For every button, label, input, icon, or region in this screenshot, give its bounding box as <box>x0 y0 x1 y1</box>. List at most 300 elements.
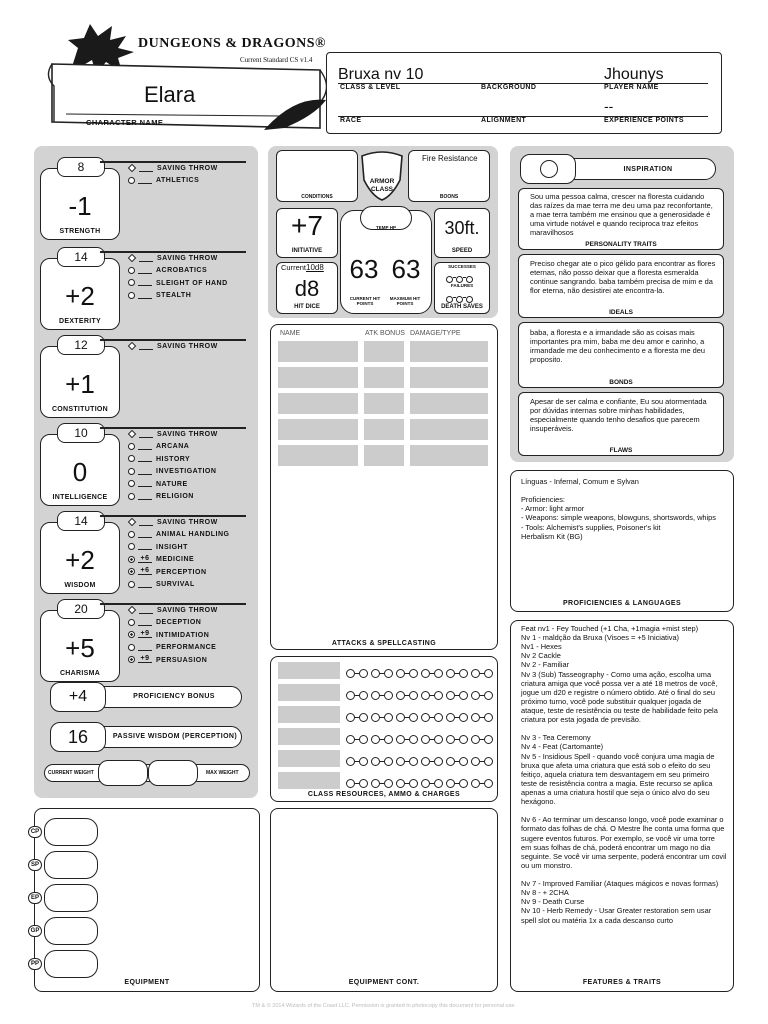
skill-row[interactable] <box>128 529 229 541</box>
experience-value[interactable]: -- <box>604 98 614 114</box>
skill-bonus[interactable] <box>138 468 152 475</box>
attack-damage-field[interactable] <box>410 419 488 440</box>
skill-row[interactable] <box>128 441 189 453</box>
resource-charge-circles[interactable] <box>346 753 496 771</box>
skill-row[interactable] <box>128 175 199 187</box>
charge-circle-icon[interactable] <box>459 713 468 722</box>
ability-modifier[interactable]: +2 <box>65 281 95 311</box>
ability-modifier[interactable]: +1 <box>65 369 95 399</box>
skill-name: ATHLETICS <box>156 177 200 185</box>
charge-circle-icon[interactable] <box>359 691 368 700</box>
attack-bonus-field[interactable] <box>364 341 404 362</box>
skill-name: INTIMIDATION <box>156 631 210 639</box>
skill-name: ACROBATICS <box>156 267 208 275</box>
attack-damage-field[interactable] <box>410 341 488 362</box>
passive-wisdom-label: PASSIVE WISDOM (PERCEPTION) <box>112 733 238 740</box>
proficiency-circle-icon[interactable] <box>128 568 135 575</box>
initiative-label: INITIATIVE <box>291 248 323 254</box>
proficiency-circle-icon[interactable] <box>128 531 135 538</box>
skill-bonus[interactable]: +9 <box>138 656 152 663</box>
text-line: Herbalism Kit (BG) <box>521 531 583 541</box>
charge-circle-icon[interactable] <box>371 691 380 700</box>
coin-label: SP <box>28 859 42 871</box>
skill-name: INSIGHT <box>156 543 188 551</box>
max-hp-value[interactable]: 63 <box>391 254 421 284</box>
background-label: BACKGROUND <box>481 84 537 91</box>
hit-dice-current-label: Current <box>281 263 307 272</box>
resources-title: CLASS RESOURCES, AMMO & CHARGES <box>307 791 461 798</box>
skill-bonus[interactable] <box>139 431 153 438</box>
skill-name: NATURE <box>156 480 188 488</box>
charge-circle-icon[interactable] <box>409 669 418 678</box>
charge-circle-icon[interactable] <box>384 691 393 700</box>
proficiency-bonus-value[interactable]: +4 <box>50 682 106 712</box>
skill-row[interactable] <box>128 579 195 591</box>
charge-circle-icon[interactable] <box>459 735 468 744</box>
skill-row[interactable] <box>128 479 188 491</box>
resource-charge-circles[interactable] <box>346 687 496 705</box>
saving-throw-diamond-icon[interactable] <box>128 164 136 172</box>
ability-box-wisdom <box>40 514 120 594</box>
attack-bonus-field[interactable] <box>364 367 404 388</box>
passive-wisdom-value[interactable]: 16 <box>50 722 106 752</box>
failures-label: FAILURES <box>450 283 474 288</box>
skill-row[interactable] <box>128 454 190 466</box>
charge-circle-icon[interactable] <box>459 691 468 700</box>
charge-circle-icon[interactable] <box>409 779 418 788</box>
ability-modifier[interactable]: +2 <box>65 545 95 575</box>
ability-score[interactable]: 12 <box>57 335 105 355</box>
skill-bonus[interactable] <box>138 644 152 651</box>
bonds-label: BONDS <box>609 379 633 386</box>
max-weight-field[interactable] <box>148 760 198 786</box>
text-line <box>521 806 727 815</box>
charge-circle-icon[interactable] <box>346 713 355 722</box>
skill-name: SAVING THROW <box>157 607 218 614</box>
ability-score[interactable]: 8 <box>57 157 105 177</box>
skill-row[interactable] <box>128 554 194 566</box>
skill-bonus[interactable]: +6 <box>138 556 152 563</box>
skill-name: SLEIGHT OF HAND <box>156 279 228 287</box>
skill-name: PERCEPTION <box>156 568 207 576</box>
ability-name: INTELLIGENCE <box>52 494 108 501</box>
charge-circle-icon[interactable] <box>471 691 480 700</box>
charge-circle-icon[interactable] <box>471 735 480 744</box>
charge-circle-icon[interactable] <box>484 713 493 722</box>
charge-circle-icon[interactable] <box>421 713 430 722</box>
charge-circle-icon[interactable] <box>359 757 368 766</box>
charge-circle-icon[interactable] <box>409 735 418 744</box>
proficiency-circle-icon[interactable] <box>128 468 135 475</box>
saving-throw-diamond-icon[interactable] <box>128 430 136 438</box>
inspiration-circle-icon[interactable] <box>540 160 558 178</box>
proficiencies-text[interactable] <box>521 477 727 541</box>
proficiency-circle-icon[interactable] <box>128 556 135 563</box>
ideals-text[interactable]: Preciso chegar ate o pico gélido para encontrar as flores eternas, não posso deixar que a floresta esmeralda continue sangrando. baba também precisa de mim e da flor eterna, não desistirei ate encontra-la. <box>530 259 716 296</box>
skill-name: SURVIVAL <box>156 581 195 588</box>
skill-row[interactable] <box>128 253 218 265</box>
speed-value[interactable]: 30ft. <box>444 218 480 238</box>
charge-circle-icon[interactable] <box>396 713 405 722</box>
skill-row[interactable] <box>128 542 188 554</box>
charge-circle-icon[interactable] <box>359 713 368 722</box>
charge-circle-icon[interactable] <box>384 713 393 722</box>
charge-circle-icon[interactable] <box>471 779 480 788</box>
proficiency-circle-icon[interactable] <box>128 543 135 550</box>
ability-name: CHARISMA <box>59 670 101 677</box>
resource-name-field[interactable] <box>278 772 340 789</box>
proficiency-circle-icon[interactable] <box>128 443 135 450</box>
skill-bonus[interactable] <box>138 480 152 487</box>
charge-circle-icon[interactable] <box>484 779 493 788</box>
skill-bonus[interactable] <box>138 619 152 626</box>
proficiency-circle-icon[interactable] <box>128 267 135 274</box>
attack-damage-header: DAMAGE/TYPE <box>410 330 461 337</box>
skill-bonus[interactable] <box>139 519 153 526</box>
skill-row[interactable] <box>128 265 207 277</box>
skill-row[interactable] <box>128 630 209 642</box>
coin-sp-field[interactable] <box>44 851 98 879</box>
resource-charge-circles[interactable] <box>346 731 496 749</box>
text-line: Nv 9 - Death Curse <box>521 897 585 907</box>
charge-circle-icon[interactable] <box>459 779 468 788</box>
text-line: Nv1 - Hexes <box>521 642 562 652</box>
charge-circle-icon[interactable] <box>359 735 368 744</box>
coin-cp-field[interactable] <box>44 818 98 846</box>
current-weight-field[interactable] <box>98 760 148 786</box>
current-weight-label: CURRENT WEIGHT <box>48 770 94 776</box>
text-line: Nv 3 - Tea Ceremony <box>521 733 591 743</box>
charge-circle-icon[interactable] <box>471 669 480 678</box>
text-line: Nv 2 - Familiar <box>521 660 570 670</box>
skill-bonus[interactable] <box>138 177 152 184</box>
charge-circle-icon[interactable] <box>446 691 455 700</box>
ability-score[interactable]: 10 <box>57 423 105 443</box>
charge-circle-icon[interactable] <box>421 691 430 700</box>
speed-label: SPEED <box>451 248 473 254</box>
features-title: FEATURES & TRAITS <box>582 979 662 986</box>
ability-name: WISDOM <box>64 582 96 589</box>
text-line: - Armor: light armor <box>521 504 585 514</box>
skill-row[interactable] <box>128 429 218 441</box>
skill-row[interactable] <box>128 163 218 175</box>
player-name-label: PLAYER NAME <box>604 84 659 91</box>
skill-name: SAVING THROW <box>157 519 218 526</box>
attack-name-field[interactable] <box>278 419 358 440</box>
alignment-label: ALIGNMENT <box>481 117 527 124</box>
ability-box-dexterity <box>40 250 120 330</box>
text-line <box>521 870 727 879</box>
proficiency-circle-icon[interactable] <box>128 631 135 638</box>
saving-throw-diamond-icon[interactable] <box>128 518 136 526</box>
ideals-label: IDEALS <box>609 309 633 316</box>
proficiency-bonus-label: PROFICIENCY BONUS <box>133 693 215 700</box>
charge-circle-icon[interactable] <box>446 735 455 744</box>
equipment-cont-title: EQUIPMENT CONT. <box>348 979 420 986</box>
skill-row[interactable] <box>128 341 218 353</box>
charge-circle-icon[interactable] <box>434 735 443 744</box>
skill-bonus[interactable] <box>138 493 152 500</box>
charge-circle-icon[interactable] <box>371 713 380 722</box>
class-level-label: CLASS & LEVEL <box>340 84 401 91</box>
bonds-text[interactable]: baba, a floresta e a irmandade são as coisas mais importantes pra mim, baba me deu amor e carinho, a irmandade me deu conhecimento e a floresta me deu proposito. <box>530 328 706 365</box>
armor-class-shield <box>358 150 406 202</box>
charge-circle-icon[interactable] <box>484 691 493 700</box>
skill-bonus[interactable] <box>139 343 153 350</box>
proficiency-circle-icon[interactable] <box>128 279 135 286</box>
skill-name: PERFORMANCE <box>156 644 217 652</box>
charge-circle-icon[interactable] <box>396 669 405 678</box>
equipment-cont-box[interactable] <box>270 808 498 992</box>
death-saves-label: DEATH SAVES <box>441 304 483 310</box>
proficiency-circle-icon[interactable] <box>128 656 135 663</box>
coin-pp-field[interactable] <box>44 950 98 978</box>
attack-damage-field[interactable] <box>410 445 488 466</box>
hit-dice-current-value[interactable]: 10d8 <box>306 263 324 272</box>
skill-row[interactable] <box>128 605 218 617</box>
skill-bonus[interactable] <box>138 267 152 274</box>
charge-circle-icon[interactable] <box>421 735 430 744</box>
charge-circle-icon[interactable] <box>421 779 430 788</box>
class-level-value[interactable]: Bruxa nv 10 <box>338 66 424 83</box>
text-line: Nv 8 - + 2CHA <box>521 888 569 898</box>
skill-bonus[interactable] <box>139 607 153 614</box>
coin-ep-field[interactable] <box>44 884 98 912</box>
proficiency-circle-icon[interactable] <box>128 493 135 500</box>
charge-circle-icon[interactable] <box>446 669 455 678</box>
charge-circle-icon[interactable] <box>446 757 455 766</box>
text-line <box>521 724 727 733</box>
charge-circle-icon[interactable] <box>396 735 405 744</box>
personality-traits-label: PERSONALITY TRAITS <box>585 241 657 248</box>
charge-circle-icon[interactable] <box>434 691 443 700</box>
resource-name-field[interactable] <box>278 662 340 679</box>
charge-circle-icon[interactable] <box>371 669 380 678</box>
skill-name: DECEPTION <box>156 619 202 627</box>
max-weight-label: MAX WEIGHT <box>206 770 239 776</box>
charge-circle-icon[interactable] <box>346 691 355 700</box>
skill-bonus[interactable] <box>138 443 152 450</box>
coin-label: EP <box>28 892 42 904</box>
saving-throw-diamond-icon[interactable] <box>128 606 136 614</box>
experience-label: EXPERIENCE POINTS <box>604 117 684 124</box>
skill-name: MEDICINE <box>156 556 195 564</box>
text-line: Nv 4 - Feat (Cartomante) <box>521 742 604 752</box>
skill-name: HISTORY <box>156 455 191 463</box>
text-line: Nv 7 - Improved Familiar (Ataques mágicos e novas formas) <box>521 879 719 889</box>
charge-circle-icon[interactable] <box>484 757 493 766</box>
ability-modifier[interactable]: 0 <box>72 457 88 487</box>
initiative-value[interactable]: +7 <box>291 210 323 241</box>
attack-bonus-header: ATK BONUS <box>365 330 405 337</box>
skill-bonus[interactable] <box>138 531 152 538</box>
charge-circle-icon[interactable] <box>346 779 355 788</box>
charge-circle-icon[interactable] <box>371 779 380 788</box>
features-text[interactable] <box>521 624 727 925</box>
charge-circle-icon[interactable] <box>346 735 355 744</box>
text-line: - Weapons: simple weapons, blowguns, shortswords, whips <box>521 513 716 523</box>
coin-label: GP <box>28 925 42 937</box>
race-label: RACE <box>340 117 362 124</box>
hit-dice-value[interactable]: d8 <box>294 276 320 301</box>
proficiency-circle-icon[interactable] <box>128 177 135 184</box>
ability-modifier[interactable]: -1 <box>68 191 92 221</box>
attack-name-header: NAME <box>280 330 301 337</box>
armor-class-label: ARMOR CLASS <box>369 178 395 193</box>
text-line: Nv 10 - Herb Remedy - Usar Greater restoration sem usar spell slot ou matéria 1x a cada descanso curto <box>521 906 712 925</box>
charge-circle-icon[interactable] <box>484 735 493 744</box>
charge-circle-icon[interactable] <box>371 735 380 744</box>
charge-circle-icon[interactable] <box>434 669 443 678</box>
saving-throw-diamond-icon[interactable] <box>128 342 136 350</box>
skill-name: INVESTIGATION <box>156 468 217 476</box>
skill-name: SAVING THROW <box>157 165 218 172</box>
ability-box-strength <box>40 160 120 240</box>
skill-bonus[interactable] <box>138 279 152 286</box>
skill-row[interactable] <box>128 567 207 579</box>
charge-circle-icon[interactable] <box>396 779 405 788</box>
skill-row[interactable] <box>128 617 201 629</box>
skill-bonus[interactable] <box>138 581 152 588</box>
current-hp-label: CURRENT HIT POINTS <box>349 296 381 306</box>
boons-label: BOONS <box>439 194 459 200</box>
charge-circle-icon[interactable] <box>396 757 405 766</box>
skill-name: RELIGION <box>156 493 194 500</box>
charge-circle-icon[interactable] <box>459 757 468 766</box>
charge-circle-icon[interactable] <box>471 757 480 766</box>
ability-box-intelligence <box>40 426 120 506</box>
text-line: Nv 6 - Ao terminar um descanso longo, você pode examinar o formato das folhas de chá. O Mestre lhe conta uma forma que sugere eventos futuros. Por exemplo, se você vir uma torre em suas folhas de chá, poderá encontrar um mago no dia seguinte. Se você vir uma serpente, poderá encontrar um covil ou um monstro. <box>521 815 727 870</box>
ability-modifier[interactable]: +5 <box>65 633 95 663</box>
attack-name-field[interactable] <box>278 341 358 362</box>
inspiration-label: INSPIRATION <box>623 166 673 173</box>
boons-value[interactable]: Fire Resistance <box>422 154 478 163</box>
current-hp-value[interactable]: 63 <box>349 254 379 284</box>
resource-name-field[interactable] <box>278 706 340 723</box>
charge-circle-icon[interactable] <box>384 757 393 766</box>
skill-row[interactable] <box>128 290 191 302</box>
charge-circle-icon[interactable] <box>359 779 368 788</box>
skill-bonus[interactable] <box>138 543 152 550</box>
charge-circle-icon[interactable] <box>446 779 455 788</box>
skill-row[interactable] <box>128 466 216 478</box>
flaws-label: FLAWS <box>609 447 633 454</box>
charge-circle-icon[interactable] <box>384 779 393 788</box>
charge-circle-icon[interactable] <box>409 757 418 766</box>
charge-circle-icon[interactable] <box>484 669 493 678</box>
ability-name: STRENGTH <box>59 228 101 235</box>
ability-name: DEXTERITY <box>59 318 101 325</box>
ability-score[interactable]: 20 <box>57 599 105 619</box>
charge-circle-icon[interactable] <box>371 757 380 766</box>
proficiency-circle-icon[interactable] <box>128 455 135 462</box>
attack-bonus-field[interactable] <box>364 393 404 414</box>
skill-name: ANIMAL HANDLING <box>156 531 230 539</box>
charge-circle-icon[interactable] <box>471 713 480 722</box>
text-line: Nv 5 - Insidious Spell - quando você conjura uma magia de bruxa que afeta uma criatura que está sob o efeito do seu feitiço, aquela criatura tem desvantagem em seu primeiro teste de resistência contra a magia. Este recurso se aplica apenas a uma criatura hostil que seja o único alvo do seu hexágono. <box>521 751 715 807</box>
flaws-text[interactable]: Apesar de ser calma e confiante, Eu sou atormentada por dúvidas internas sobre minhas habilidades, especialmente quando tenho desafios que parecem insuperáveis. <box>530 397 707 434</box>
conditions-label: CONDITIONS <box>301 194 333 200</box>
player-name-value[interactable]: Jhounys <box>604 66 664 83</box>
resource-charge-circles[interactable] <box>346 709 496 727</box>
skill-row[interactable] <box>128 655 207 667</box>
saving-throw-diamond-icon[interactable] <box>128 254 136 262</box>
attack-bonus-field[interactable] <box>364 419 404 440</box>
proficiency-circle-icon[interactable] <box>128 480 135 487</box>
proficiency-circle-icon[interactable] <box>128 619 135 626</box>
attack-name-field[interactable] <box>278 367 358 388</box>
character-name-label: CHARACTER NAME <box>86 118 164 127</box>
skill-bonus[interactable] <box>139 165 153 172</box>
ability-box-constitution <box>40 338 120 418</box>
text-line: - Tools: Alchemist's supplies, Poisoner's kit <box>521 522 661 532</box>
charge-circle-icon[interactable] <box>434 713 443 722</box>
attack-bonus-field[interactable] <box>364 445 404 466</box>
charge-circle-icon[interactable] <box>421 669 430 678</box>
ability-score[interactable]: 14 <box>57 511 105 531</box>
skill-row[interactable] <box>128 642 216 654</box>
ability-score[interactable]: 14 <box>57 247 105 267</box>
attack-damage-field[interactable] <box>410 393 488 414</box>
text-line: Nv 1 - maldção da Bruxa (Visoes = +5 Iniciativa) <box>521 633 680 643</box>
text-line: Proficiencies: <box>521 495 565 505</box>
attack-name-field[interactable] <box>278 393 358 414</box>
resource-name-field[interactable] <box>278 728 340 745</box>
charge-circle-icon[interactable] <box>434 779 443 788</box>
text-line: Feat nv1 - Fey Touched (+1 Cha, +1magia +mist step) <box>521 624 699 633</box>
proficiency-circle-icon[interactable] <box>128 581 135 588</box>
charge-circle-icon[interactable] <box>384 669 393 678</box>
resource-name-field[interactable] <box>278 750 340 767</box>
charge-circle-icon[interactable] <box>396 691 405 700</box>
character-name[interactable]: Elara <box>144 82 196 107</box>
charge-circle-icon[interactable] <box>446 713 455 722</box>
max-hp-label: MAXIMUM HIT POINTS <box>389 296 421 306</box>
skill-bonus[interactable]: +9 <box>138 631 152 638</box>
attacks-title: ATTACKS & SPELLCASTING <box>331 640 437 647</box>
charge-circle-icon[interactable] <box>346 757 355 766</box>
coin-gp-field[interactable] <box>44 917 98 945</box>
skill-row[interactable] <box>128 278 228 290</box>
skill-row[interactable] <box>128 517 218 529</box>
temp-hp-label: TEMP HP <box>376 225 396 230</box>
personality-traits-text[interactable]: Sou uma pessoa calma, crescer na floresta cuidando das raízes da mae terra me deu uma paz reconfortante, a mae terra também me ensinou que a generosidade é uma virtude notável e quando reciproca traz efeitos maravilhosos <box>530 192 713 238</box>
charge-circle-icon[interactable] <box>421 757 430 766</box>
proficiency-circle-icon[interactable] <box>128 292 135 299</box>
skill-name: STEALTH <box>156 292 192 300</box>
charge-circle-icon[interactable] <box>346 669 355 678</box>
charge-circle-icon[interactable] <box>359 669 368 678</box>
skill-bonus[interactable] <box>138 455 152 462</box>
proficiency-circle-icon[interactable] <box>128 644 135 651</box>
skill-bonus[interactable] <box>138 292 152 299</box>
charge-circle-icon[interactable] <box>459 669 468 678</box>
attack-damage-field[interactable] <box>410 367 488 388</box>
charge-circle-icon[interactable] <box>384 735 393 744</box>
resource-charge-circles[interactable] <box>346 665 496 683</box>
proficiencies-title: PROFICIENCIES & LANGUAGES <box>562 600 682 607</box>
skill-row[interactable] <box>128 491 194 503</box>
skill-bonus[interactable]: +6 <box>138 568 152 575</box>
charge-circle-icon[interactable] <box>434 757 443 766</box>
charge-circle-icon[interactable] <box>409 691 418 700</box>
resource-name-field[interactable] <box>278 684 340 701</box>
attack-name-field[interactable] <box>278 445 358 466</box>
coin-label: CP <box>28 826 42 838</box>
successes-label: SUCCESSES <box>448 264 476 269</box>
charge-circle-icon[interactable] <box>409 713 418 722</box>
skill-bonus[interactable] <box>139 255 153 262</box>
